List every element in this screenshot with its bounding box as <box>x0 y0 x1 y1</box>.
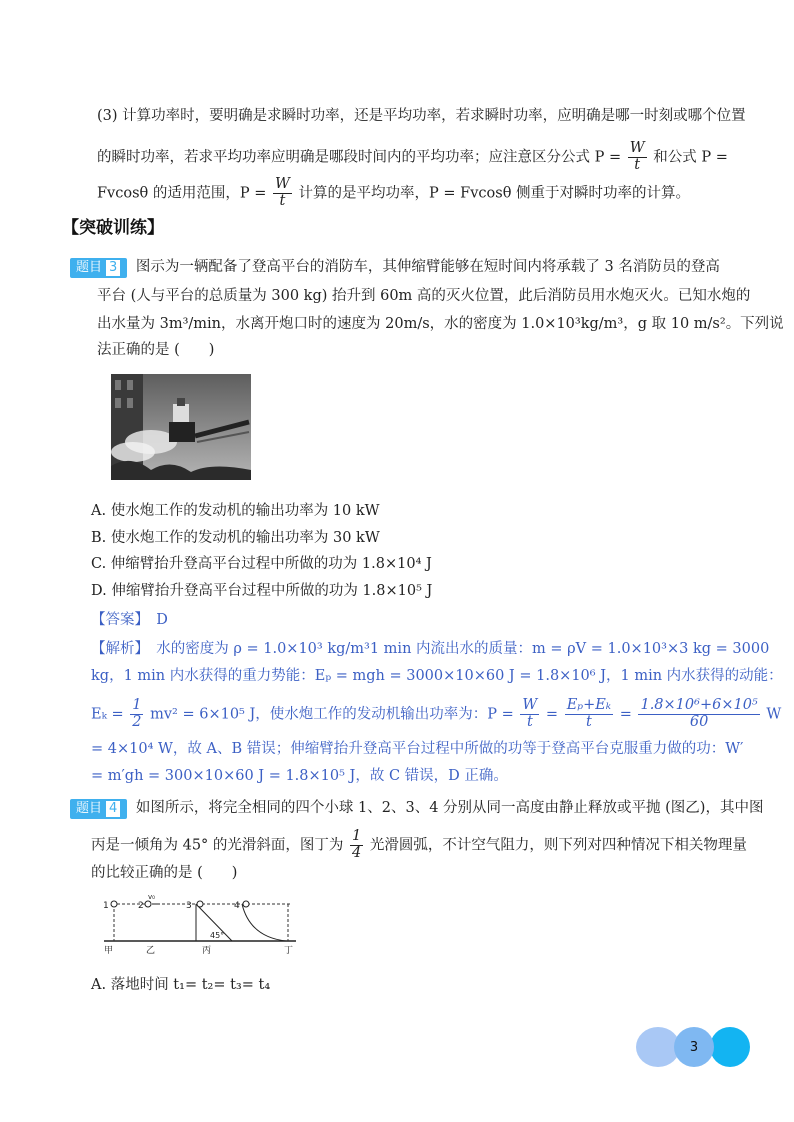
badge-label: 题目 <box>76 260 103 275</box>
fraction-values <box>638 698 759 731</box>
frac-den: t <box>526 713 533 730</box>
page-circle-right <box>710 1027 750 1067</box>
intro-line-1: (3) 计算功率时，要明确是求瞬时功率，还是平均功率，若求瞬时功率，应明确是哪一时刻或哪个位置 <box>97 108 746 124</box>
label-jia: 甲 <box>104 946 114 956</box>
page-number: 3 <box>674 1027 714 1067</box>
q3-line-4: 法正确的是 ( ) <box>97 342 215 358</box>
q3-option-a: A. 使水炮工作的发动机的输出功率为 10 kW <box>91 503 380 519</box>
frac-den: t <box>585 713 592 730</box>
question-number: 4 <box>105 800 121 818</box>
frac-num: W <box>629 140 645 156</box>
frac-num: 1.8×10⁶+6×10⁵ <box>640 697 758 713</box>
fraction-w-over-t-2 <box>273 177 292 210</box>
label-angle: 45° <box>210 931 225 940</box>
analysis-ek: Eₖ = <box>91 706 124 723</box>
label-bing: 丙 <box>202 946 212 956</box>
q3-option-c: C. 伸缩臂抬升登高平台过程中所做的功为 1.8×10⁴ J <box>91 556 432 572</box>
equals: = <box>619 706 632 723</box>
badge-label: 题目 <box>76 801 103 816</box>
frac-num: 1 <box>352 828 362 844</box>
unit-w: W <box>766 706 782 723</box>
fraction-ep-ek <box>565 698 613 731</box>
q3-line-2: 平台 (人与平台的总质量为 300 kg) 抬升到 60m 高的灭火位置，此后消防员用水炮灭火。已知水炮的 <box>97 288 751 304</box>
label-v0: v₀ <box>148 893 155 901</box>
q3-analysis-1: 【解析】 水的密度为 ρ = 1.0×10³ kg/m³1 min 内流出水的质量：m = ρV = 1.0×10³×3 kg = 3000 <box>91 641 770 657</box>
label-2: 2 <box>138 901 144 911</box>
frac-num: Eₚ+Eₖ <box>566 697 612 713</box>
q3-option-d: D. 伸缩臂抬升登高平台过程中所做的功为 1.8×10⁵ J <box>91 583 433 599</box>
question-badge <box>70 799 127 819</box>
label-ding: 丁 <box>284 946 294 956</box>
question-number: 3 <box>105 259 121 277</box>
frac-num: W <box>275 176 290 192</box>
label-yi: 乙 <box>146 946 156 956</box>
quarter-arc <box>242 904 286 941</box>
intro-line-2-text: 的瞬时功率，若求平均功率应明确是哪段时间内的平均功率；应注意区分公式 P = <box>97 149 622 166</box>
fire-truck-illustration <box>111 374 251 480</box>
q4-line-3: 的比较正确的是 ( ) <box>91 865 238 881</box>
q4-text-2a: 丙是一倾角为 45° 的光滑斜面，图丁为 <box>91 837 344 854</box>
q3-text-1: 图示为一辆配备了登高平台的消防车，其伸缩臂能够在短时间内将承载了 3 名消防员的登高 <box>135 259 720 275</box>
q4-text-2b: 光滑圆弧，不计空气阻力，则下列对四种情况下相关物理量 <box>369 837 747 854</box>
ball-4 <box>243 901 249 907</box>
label-4: 4 <box>234 901 240 911</box>
equals: = <box>545 706 559 723</box>
four-cases-diagram <box>100 893 300 957</box>
intro-line-3 <box>97 177 690 210</box>
fraction-w-over-t <box>628 141 647 174</box>
q3-line-1 <box>70 258 720 278</box>
ball-1 <box>111 901 117 907</box>
section-title: 【突破训练】 <box>62 218 164 238</box>
ball-2 <box>145 901 151 907</box>
q3-analysis-2: kg，1 min 内水获得的重力势能：Eₚ = mgh = 3000×10×60 J = 1.8×10⁶ J，1 min 内水获得的动能： <box>91 668 783 684</box>
frac-num: 1 <box>132 697 142 713</box>
question-badge <box>70 258 127 278</box>
q3-analysis-4: = 4×10⁴ W，故 A、B 错误；伸缩臂抬升登高平台过程中所做的功等于登高平台克服重力做的功：W′ <box>91 741 744 757</box>
q3-option-b: B. 使水炮工作的发动机的输出功率为 30 kW <box>91 530 380 546</box>
label-3: 3 <box>186 901 192 911</box>
q4-text-1: 如图所示，将完全相同的四个小球 1、2、3、4 分别从同一高度由静止释放或平抛 (图乙)，其中图 <box>135 800 764 816</box>
ball-3 <box>197 901 203 907</box>
label-1: 1 <box>103 901 109 911</box>
q3-answer: 【答案】 D <box>91 612 168 628</box>
intro-line-2-tail: 和公式 P = <box>653 149 728 166</box>
intro-line-3-tail: 计算的是平均功率，P = Fvcosθ 侧重于对瞬时功率的计算。 <box>298 185 691 202</box>
q3-analysis-3 <box>91 698 781 731</box>
fraction-w-t <box>520 698 539 731</box>
frac-den: t <box>279 192 286 209</box>
q4-line-2 <box>91 829 747 862</box>
frac-den: 60 <box>689 713 709 730</box>
intro-line-3-text: Fvcosθ 的适用范围，P = <box>97 185 267 202</box>
q4-option-a: A. 落地时间 t₁= t₂= t₃= t₄ <box>91 977 271 993</box>
frac-num: W <box>522 697 538 713</box>
fraction-one-half <box>130 698 143 731</box>
frac-den: 2 <box>132 713 142 730</box>
q3-analysis-5: = m′gh = 300×10×60 J = 1.8×10⁵ J，故 C 错误，D 正确。 <box>91 768 508 784</box>
q3-line-3: 出水量为 3m³/min，水离开炮口时的速度为 20m/s，水的密度为 1.0×10³kg/m³，g 取 10 m/s²。下列说 <box>97 316 784 332</box>
analysis-power: mv² = 6×10⁵ J，使水炮工作的发动机输出功率为：P = <box>150 706 514 723</box>
fraction-one-quarter <box>350 829 363 862</box>
frac-den: 4 <box>352 844 362 861</box>
fire-truck-photo <box>111 374 251 480</box>
q4-line-1 <box>70 799 763 819</box>
intro-line-2 <box>97 141 728 174</box>
frac-den: t <box>634 156 641 173</box>
